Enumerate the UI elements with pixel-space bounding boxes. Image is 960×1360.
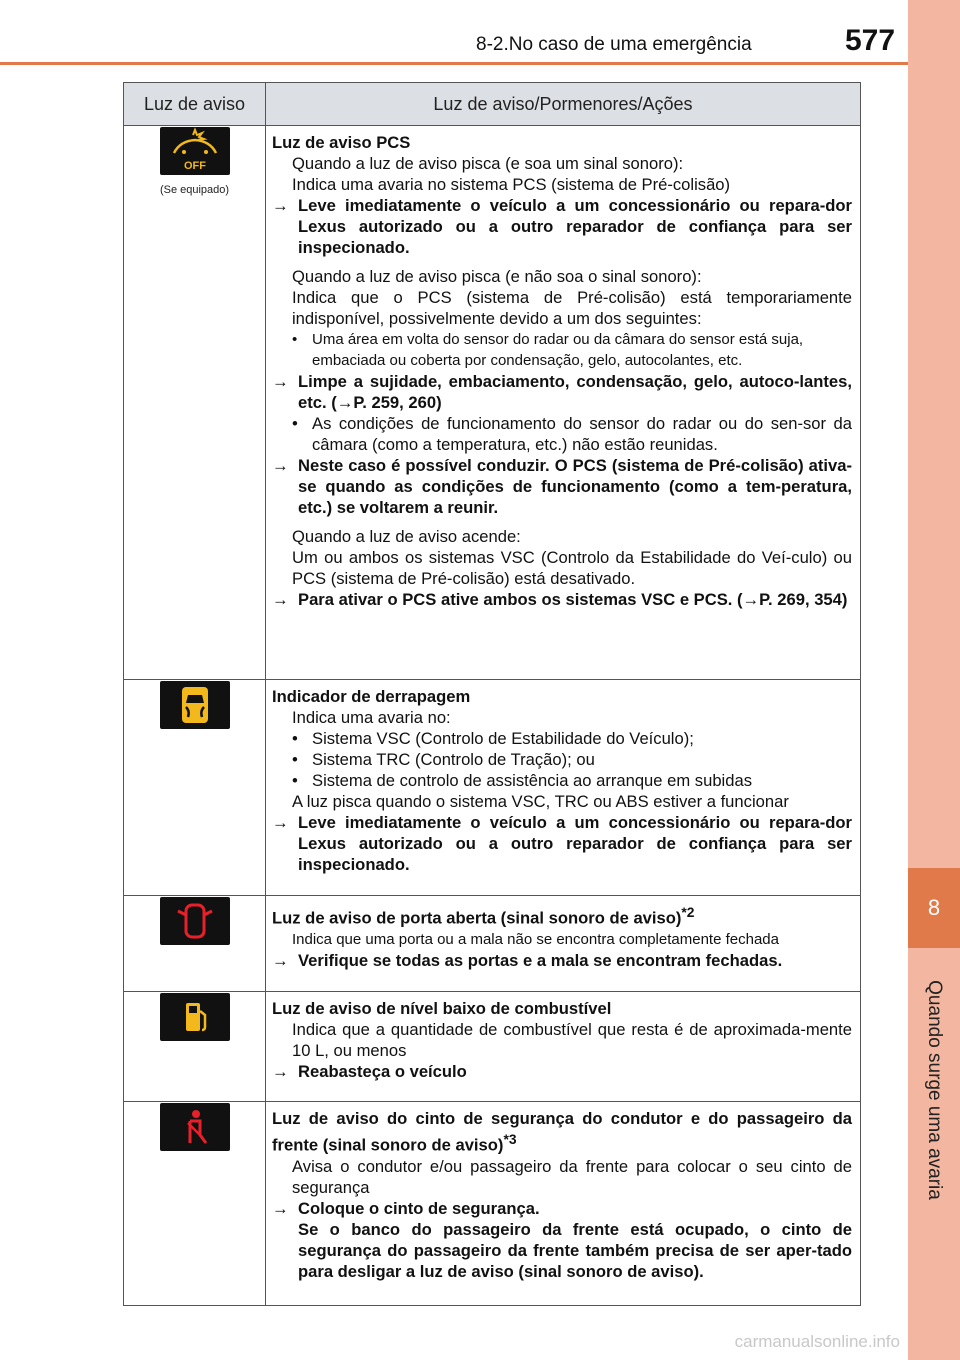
chapter-title: Quando surge uma avaria xyxy=(924,980,945,1200)
arrow-icon: → xyxy=(272,950,289,970)
row-title: Luz de aviso de nível baixo de combustível xyxy=(272,999,612,1018)
footnote-ref: *2 xyxy=(681,904,695,920)
detail-text: Avisa o condutor e/ou passageiro da frente para colocar o seu cinto de segurança xyxy=(292,1156,852,1197)
chapter-number: 8 xyxy=(908,868,960,948)
table-row xyxy=(124,126,861,680)
action-item: → Reabasteça o veículo xyxy=(272,1062,467,1081)
details-cell xyxy=(266,992,861,1102)
detail-text: Indica que uma porta ou a mala não se encontra completamente fechada xyxy=(292,930,779,948)
action-item: → Leve imediatamente o veículo a um concessionário ou repara-dor Lexus autorizado ou a outro reparador de confiança para ser inspecionado. xyxy=(272,196,852,257)
table-row xyxy=(124,896,861,992)
detail-text: Quando a luz de aviso acende: xyxy=(292,527,521,546)
detail-text: Indica uma avaria no: xyxy=(292,708,451,727)
slip-indicator-icon xyxy=(160,681,230,729)
row-title: Indicador de derrapagem xyxy=(272,687,471,706)
action-item: → Verifique se todas as portas e a mala se encontram fechadas. xyxy=(272,950,783,970)
table-header-row xyxy=(124,83,861,126)
detail-text: Quando a luz de aviso pisca (e soa um sinal sonoro): xyxy=(292,154,684,173)
action-item: → Leve imediatamente o veículo a um concessionário ou repara-dor Lexus autorizado ou a outro reparador de confiança para ser inspecionado. xyxy=(272,813,852,874)
arrow-icon: → xyxy=(272,196,289,215)
row-title: Luz de aviso de porta aberta (sinal sonoro de aviso)$^{*2}$ xyxy=(272,904,695,928)
section-title: 8-2.No caso de uma emergência xyxy=(476,34,752,55)
details-cell xyxy=(266,1102,861,1306)
arrow-icon: → xyxy=(272,1198,289,1218)
bullet-item: • Sistema VSC (Controlo de Estabilidade do Veículo); xyxy=(292,729,694,748)
page-number: 577 xyxy=(845,24,896,57)
arrow-icon: → xyxy=(272,813,289,832)
bullet-item: • As condições de funcionamento do sensor do radar ou do sen-sor da câmara (como a temperatura, etc.) não estão reunidas. xyxy=(292,414,852,454)
arrow-icon: → xyxy=(272,456,289,475)
warning-lights-table xyxy=(123,82,861,1306)
icon-cell xyxy=(124,680,266,896)
table-row xyxy=(124,992,861,1102)
row-title: Luz de aviso PCS xyxy=(272,133,411,152)
action-item: → Coloque o cinto de segurança. xyxy=(272,1198,540,1218)
table-row xyxy=(124,680,861,896)
svg-text:OFF: OFF xyxy=(183,160,206,172)
details-cell xyxy=(266,896,861,992)
action-item: → Neste caso é possível conduzir. O PCS (sistema de Pré-colisão) ativa-se quando as condições de funcionamento (como a tem-peratura, etc.) se voltarem a reunir. xyxy=(272,456,852,517)
seatbelt-reminder-icon xyxy=(160,1103,230,1151)
col-header-warning-light: Luz de aviso xyxy=(124,83,266,126)
arrow-icon: → xyxy=(272,372,289,391)
bullet-item: • Sistema de controlo de assistência ao arranque em subidas xyxy=(292,771,752,790)
detail-text: Quando a luz de aviso pisca (e não soa o sinal sonoro): xyxy=(292,267,702,286)
equipped-note: (Se equipado) xyxy=(159,184,230,196)
col-header-details: Luz de aviso/Pormenores/Ações xyxy=(266,83,861,126)
arrow-icon: → xyxy=(272,590,289,609)
icon-cell xyxy=(124,1102,266,1306)
detail-text: Indica que a quantidade de combustível que resta é de aproximada-mente 10 L, ou menos xyxy=(292,1020,852,1060)
action-item: → Para ativar o PCS ative ambos os sistemas VSC e PCS. (→P. 269, 354) xyxy=(272,590,848,609)
bullet-item: • Sistema TRC (Controlo de Tração); ou xyxy=(292,750,595,769)
row-title: Luz de aviso do cinto de segurança do condutor e do passageiro da frente (sinal sonoro de aviso)$^{*3}$ xyxy=(272,1109,852,1155)
arrow-icon: → xyxy=(272,1062,289,1081)
detail-text: Um ou ambos os sistemas VSC (Controlo da Estabilidade do Veí-culo) ou PCS (sistema de Pré-colisão) está desativado. xyxy=(292,548,852,588)
footnote-ref: *3 xyxy=(503,1131,517,1147)
detail-text: Indica que o PCS (sistema de Pré-colisão) está temporariamente indisponível, possivelmente devido a um dos seguintes: xyxy=(292,288,852,328)
table-row xyxy=(124,1102,861,1306)
detail-text: Indica uma avaria no sistema PCS (sistema de Pré-colisão) xyxy=(292,175,731,194)
pcs-off-warning-icon xyxy=(160,127,230,175)
header-rule xyxy=(0,62,908,65)
bullet-item: • Uma área em volta do sensor do radar ou da câmara do sensor está suja, embaciada ou coberta por condensação, gelo, autocolantes, etc. xyxy=(292,331,804,369)
detail-text: A luz pisca quando o sistema VSC, TRC ou ABS estiver a funcionar xyxy=(292,792,789,811)
icon-cell xyxy=(124,992,266,1102)
open-door-warning-icon xyxy=(160,897,230,945)
details-cell xyxy=(266,126,861,680)
icon-cell xyxy=(124,126,266,680)
action-item: → Limpe a sujidade, embaciamento, condensação, gelo, autoco-lantes, etc. (→P. 259, 260) xyxy=(272,372,852,412)
details-cell xyxy=(266,680,861,896)
icon-cell xyxy=(124,896,266,992)
low-fuel-warning-icon xyxy=(160,993,230,1041)
action-item: Se o banco do passageiro da frente está ocupado, o cinto de segurança do passageiro da frente também precisa de ser aper-tado para desligar a luz de aviso (sinal sonoro de aviso). xyxy=(298,1219,852,1281)
watermark-footer: carmanualsonline.info xyxy=(734,1332,900,1351)
